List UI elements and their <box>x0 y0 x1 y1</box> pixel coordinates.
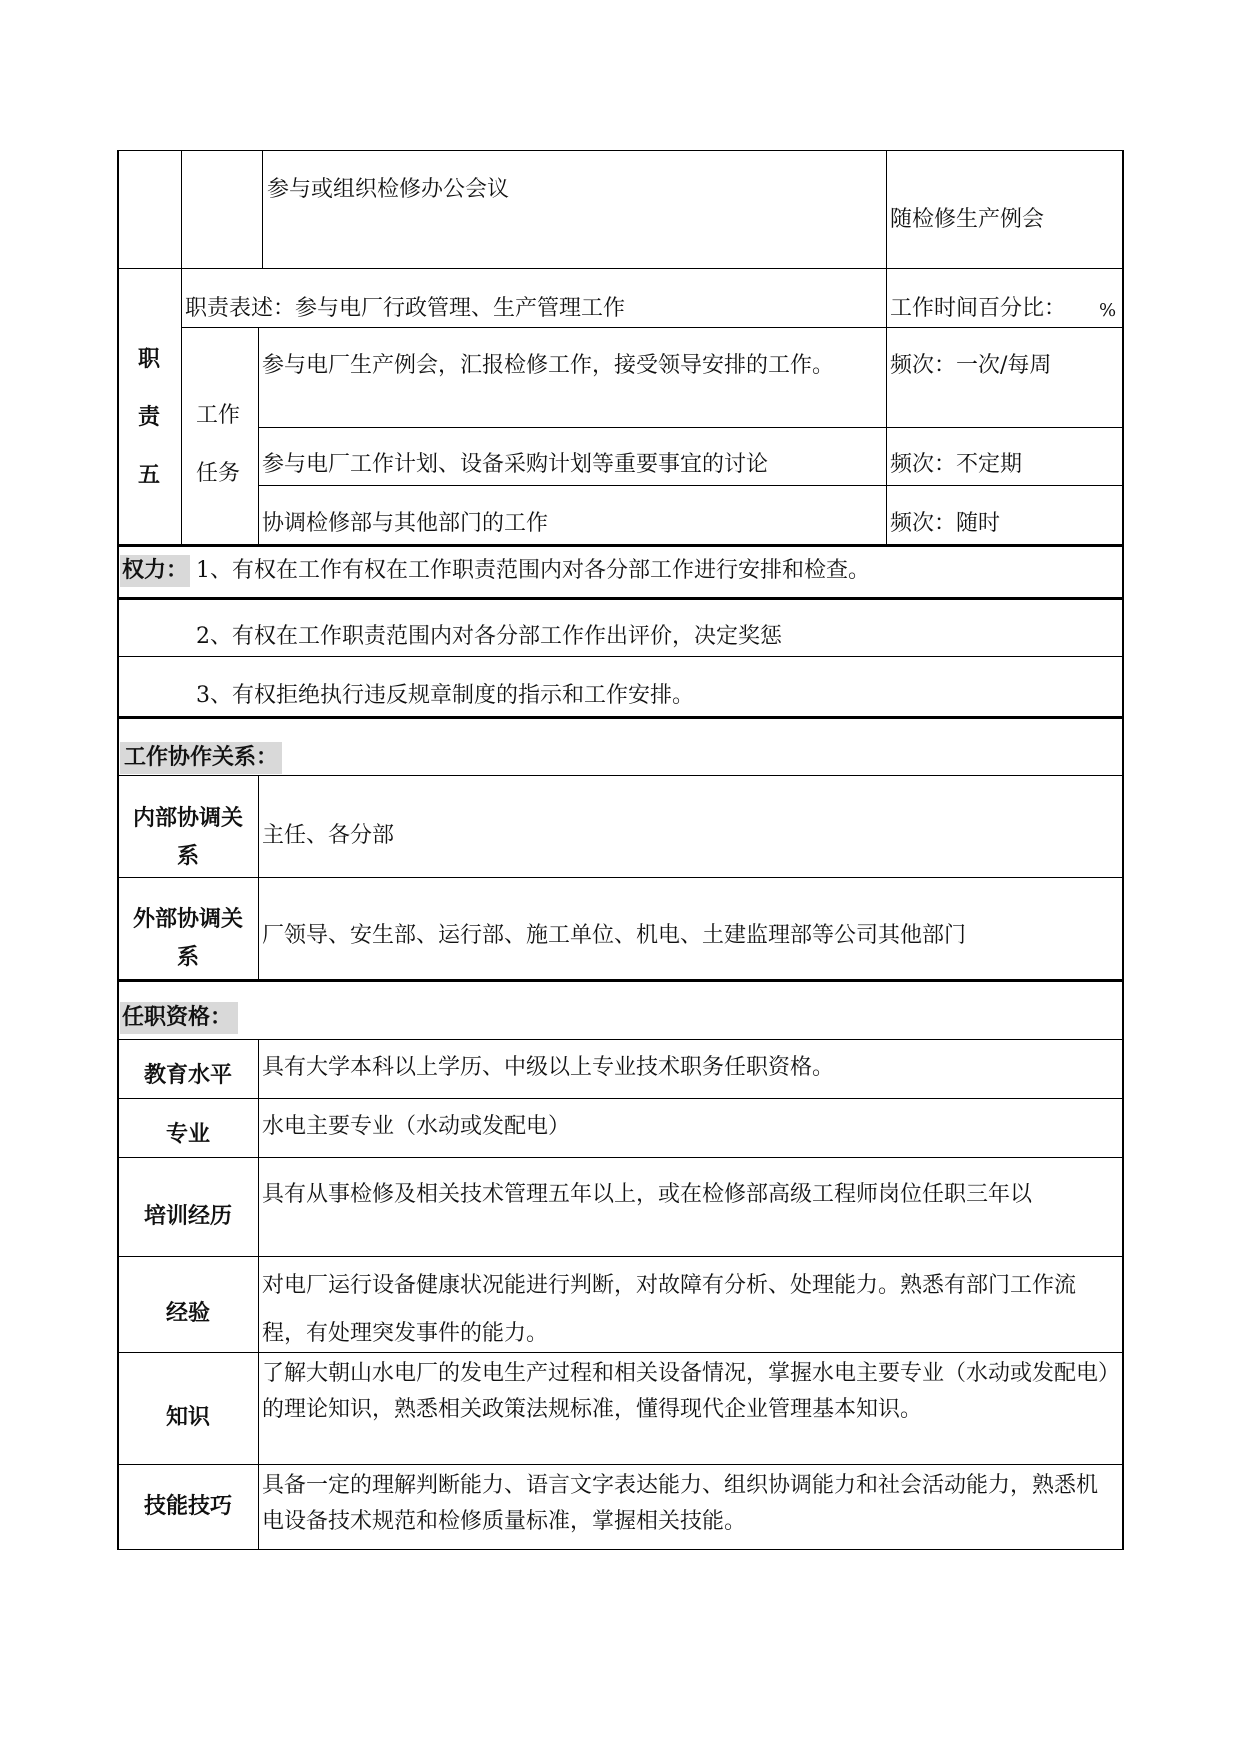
authority-item: 2、有权在工作职责范围内对各分部工作作出评价，决定奖惩 <box>196 624 782 649</box>
divider <box>117 1098 1123 1099</box>
divider <box>117 1256 1123 1257</box>
task-frequency: 随检修生产例会 <box>890 207 1045 232</box>
divider <box>258 485 1122 486</box>
divider <box>117 1464 1123 1465</box>
divider <box>258 1039 259 1550</box>
qualifications-heading: 任职资格： <box>120 1002 238 1034</box>
divider <box>181 150 182 544</box>
authority-item: 3、有权拒绝执行违反规章制度的指示和工作安排。 <box>196 683 694 708</box>
divider <box>258 427 1122 428</box>
qualification-value: 对电厂运行设备健康状况能进行判断，对故障有分析、处理能力。熟悉有部门工作流程，有处理突发事件的能力。 <box>262 1273 1077 1346</box>
qualification-value: 具有大学本科以上学历、中级以上专业技术职务任职资格。 <box>262 1055 835 1080</box>
qualification-value: 水电主要专业（水动或发配电） <box>262 1114 571 1139</box>
task-item-text: 参与电厂工作计划、设备采购计划等重要事宜的讨论 <box>262 452 769 477</box>
qualification-label: 培训经历 <box>143 1204 232 1229</box>
task-item-frequency: 频次：不定期 <box>890 452 1023 477</box>
authority-label: 权力： <box>120 555 190 587</box>
task-item-frequency: 频次：随时 <box>890 511 1001 536</box>
divider <box>117 979 1123 982</box>
divider <box>117 150 1123 151</box>
relation-label: 内部协调关系 <box>132 806 243 869</box>
divider <box>117 656 1123 657</box>
divider <box>258 327 259 544</box>
qualification-label: 技能技巧 <box>143 1494 232 1519</box>
divider <box>117 877 1123 878</box>
divider <box>117 1157 1123 1158</box>
divider <box>117 1549 1123 1550</box>
authority-item: 1、有权在工作有权在工作职责范围内对各分部工作进行安排和检查。 <box>196 558 870 583</box>
section-label-char: 责 <box>138 405 161 430</box>
time-percent-label: 工作时间百分比： <box>890 296 1067 321</box>
divider <box>117 268 1123 269</box>
relation-value: 主任、各分部 <box>262 823 395 848</box>
qualification-label: 专业 <box>165 1122 210 1147</box>
percent-sign: % <box>1099 300 1117 321</box>
task-item-text: 协调检修部与其他部门的工作 <box>262 511 549 536</box>
task-label-line: 任务 <box>196 461 241 486</box>
divider <box>117 544 1123 547</box>
qualification-value: 具备一定的理解判断能力、语言文字表达能力、组织协调能力和社会活动能力，熟悉机电设备技术规范和检修质量标准，掌握相关技能。 <box>262 1473 1099 1534</box>
relations-heading: 工作协作关系： <box>120 742 282 774</box>
table-left-border <box>117 150 119 1550</box>
divider <box>117 597 1123 600</box>
qualification-label: 知识 <box>165 1405 210 1430</box>
qualification-label: 教育水平 <box>143 1063 232 1088</box>
relation-value: 厂领导、安生部、运行部、施工单位、机电、土建监理部等公司其他部门 <box>262 923 967 948</box>
relation-label: 外部协调关系 <box>132 907 243 970</box>
divider <box>117 716 1123 719</box>
divider <box>117 775 1123 776</box>
divider <box>181 327 1122 328</box>
duty-statement: 职责表述：参与电厂行政管理、生产管理工作 <box>185 296 626 321</box>
qualification-label: 经验 <box>165 1301 210 1326</box>
task-text: 参与或组织检修办公会议 <box>267 177 510 202</box>
task-item-text: 参与电厂生产例会，汇报检修工作，接受领导安排的工作。 <box>262 353 835 378</box>
qualification-value: 具有从事检修及相关技术管理五年以上，或在检修部高级工程师岗位任职三年以 <box>262 1182 1033 1207</box>
task-item-frequency: 频次：一次/每周 <box>890 353 1052 378</box>
section-label-char: 五 <box>138 463 161 488</box>
section-label-char: 职 <box>138 347 161 372</box>
divider <box>117 1039 1123 1040</box>
qualification-value: 了解大朝山水电厂的发电生产过程和相关设备情况，掌握水电主要专业（水动或发配电）的理论知识，熟悉相关政策法规标准，懂得现代企业管理基本知识。 <box>262 1361 1110 1422</box>
divider <box>262 150 263 268</box>
table-right-border <box>1122 150 1124 1550</box>
task-label-line: 工作 <box>196 403 241 428</box>
